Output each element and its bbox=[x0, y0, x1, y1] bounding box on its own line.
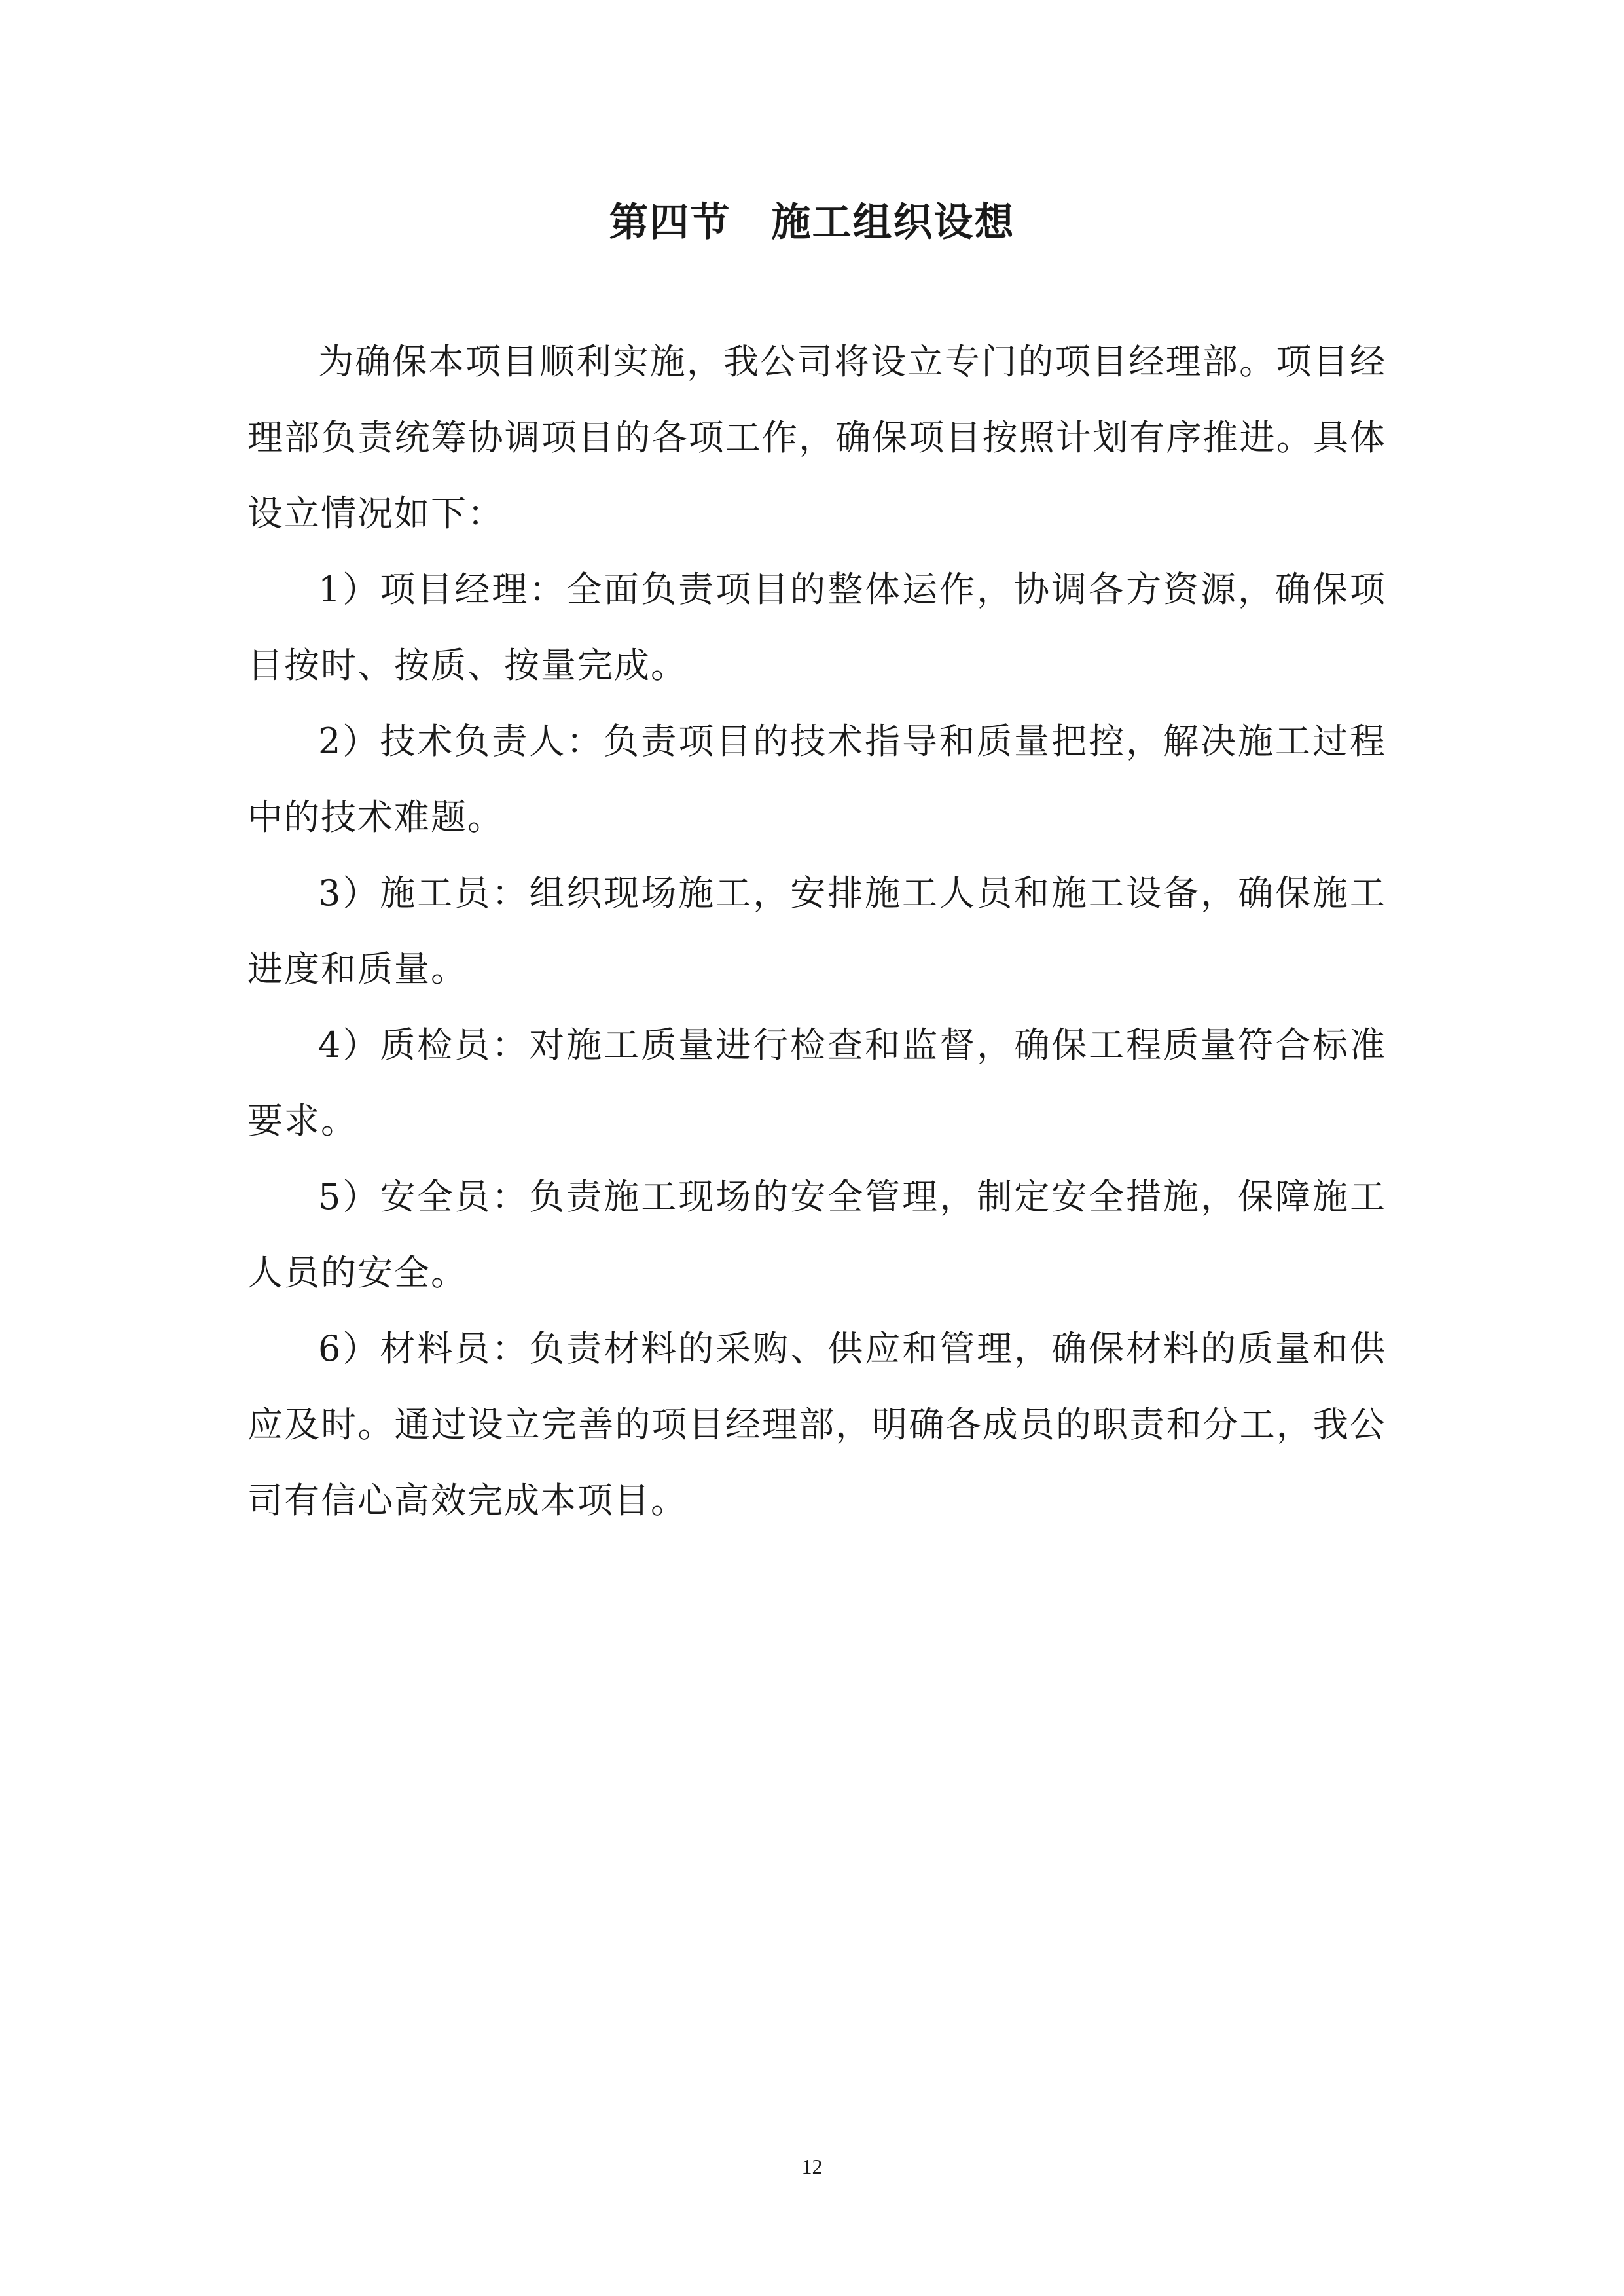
intro-paragraph: 为确保本项目顺利实施，我公司将设立专门的项目经理部。项目经理部负责统筹协调项目的各项工作，确保项目按照计划有序推进。具体设立情况如下： bbox=[247, 341, 1386, 534]
role-construction-worker: 3）施工员：组织现场施工，安排施工人员和施工设备，确保施工进度和质量。 bbox=[247, 872, 1386, 990]
body-text bbox=[247, 324, 1386, 1539]
role-materials-officer: 6）材料员：负责材料的采购、供应和管理，确保材料的质量和供应及时。通过设立完善的项目经理部，明确各成员的职责和分工，我公司有信心高效完成本项目。 bbox=[247, 1328, 1386, 1521]
role-safety-officer: 5）安全员：负责施工现场的安全管理，制定安全措施，保障施工人员的安全。 bbox=[247, 1176, 1386, 1293]
role-technical-lead: 2）技术负责人：负责项目的技术指导和质量把控，解决施工过程中的技术难题。 bbox=[247, 721, 1386, 838]
section-title: 第四节 施工组织设想 bbox=[609, 200, 1015, 245]
page-number: 12 bbox=[801, 2155, 823, 2178]
role-quality-inspector: 4）质检员：对施工质量进行检查和监督，确保工程质量符合标准要求。 bbox=[247, 1024, 1386, 1141]
role-project-manager: 1）项目经理：全面负责项目的整体运作，协调各方资源，确保项目按时、按质、按量完成。 bbox=[247, 569, 1386, 686]
